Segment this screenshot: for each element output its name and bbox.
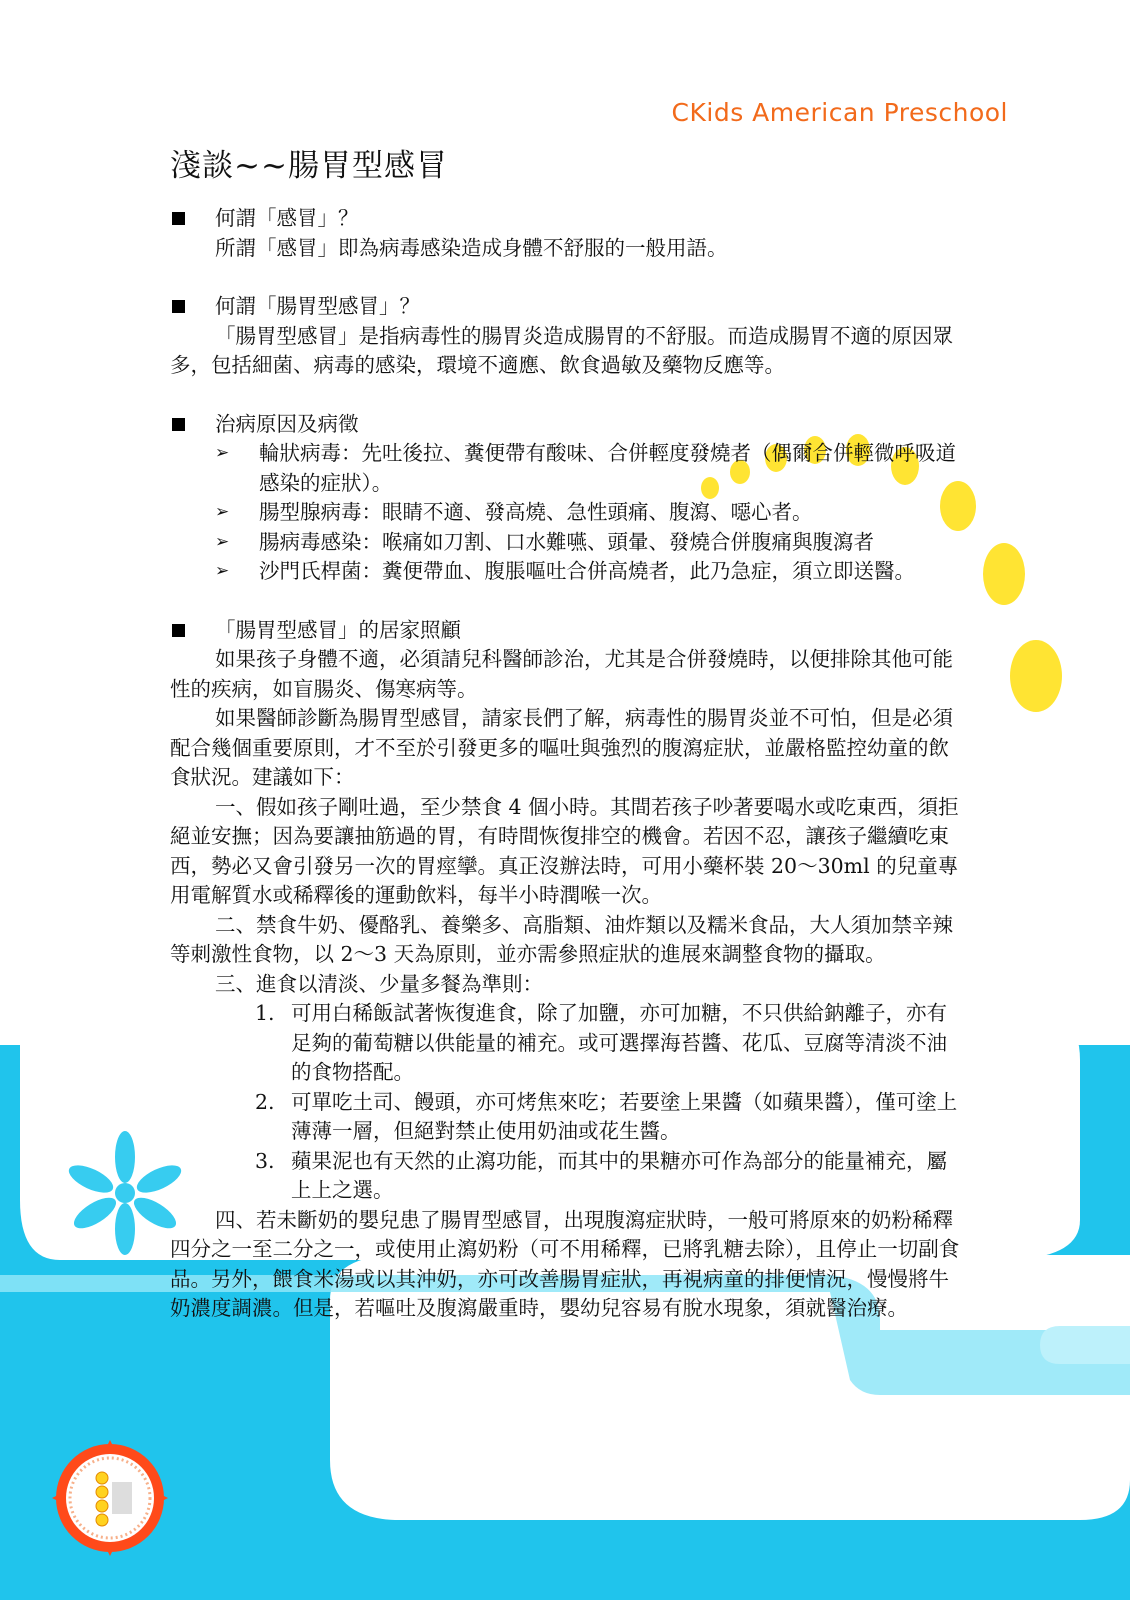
article-body [170,204,960,1353]
list-item: ➢ 腸型腺病毒：眼睛不適、發高燒、急性頭痛、腹瀉、噁心者。 [215,498,960,528]
list-item: ➢ 沙門氏桿菌：糞便帶血、腹脹嘔吐合併高燒者，此乃急症，須立即送醫。 [215,557,960,587]
section-home-care [170,616,960,1324]
list-text: 可單吃土司、饅頭，亦可烤焦來吃；若要塗上果醬（如蘋果醬），僅可塗上薄薄一層，但絕對禁止使用奶油或花生醬。 [291,1089,958,1143]
list-item [255,999,960,1088]
section-causes-symptoms [170,410,960,587]
list-item [255,1088,960,1147]
section-heading: 治病原因及病徵 [170,410,960,440]
paragraph: 如果孩子身體不適，必須請兒科醫師診治，尤其是合併發燒時，以便排除其他可能性的疾病，如盲腸炎、傷寒病等。 [170,647,953,701]
list-item: ➢ 輪狀病毒：先吐後拉、糞便帶有酸味、合併輕度發燒者（偶爾合併輕微呼吸道感染的症狀）。 [215,439,960,498]
school-seal-logo [52,1440,168,1556]
symptom-list [170,439,960,587]
brand-name: CKids American Preschool [671,98,1008,127]
list-item: ➢ 腸病毒感染：喉痛如刀割、口水難嚥、頭暈、發燒合併腹痛與腹瀉者 [215,528,960,558]
paragraph: 如果醫師診斷為腸胃型感冒，請家長們了解，病毒性的腸胃炎並不可怕，但是必須配合幾個重要原則，才不至於引發更多的嘔吐與強烈的腹瀉症狀，並嚴格監控幼童的飲食狀況。建議如下： [170,706,953,789]
section-heading: 何謂「感冒」？ [170,204,960,234]
list-number: 2. [255,1089,275,1114]
list-number: 3. [255,1148,275,1173]
section-what-is-gastro-cold [170,292,960,381]
section-text: 所謂「感冒」即為病毒感染造成身體不舒服的一般用語。 [215,235,728,260]
section-heading: 何謂「腸胃型感冒」？ [170,292,960,322]
list-item [255,1147,960,1206]
paragraph: 四、若未斷奶的嬰兒患了腸胃型感冒，出現腹瀉症狀時，一般可將原來的奶粉稀釋四分之一至二分之一，或使用止瀉奶粉（可不用稀釋，已將乳糖去除），且停止一切副食品。另外，餵食米湯或以其沖奶，亦可改善腸胃症狀，再視病童的排便情況，慢慢將牛奶濃度調濃。但是，若嘔吐及腹瀉嚴重時，嬰幼兒容易有脫水現象，須就醫治療。 [170,1207,960,1320]
paragraph: 二、禁食牛奶、優酪乳、養樂多、高脂類、油炸類以及糯米食品，大人須加禁辛辣等刺激性食物，以 2～3 天為原則，並亦需參照症狀的進展來調整食物的攝取。 [170,912,953,966]
light-cyan-pill [1040,1326,1130,1364]
list-number: 1. [255,1001,275,1025]
section-what-is-cold [170,204,960,263]
section-heading: 「腸胃型感冒」的居家照顧 [170,616,960,646]
section-text: 「腸胃型感冒」是指病毒性的腸胃炎造成腸胃的不舒服。而造成腸胃不適的原因眾多，包括細菌、病毒的感染，環境不適應、飲食過敏及藥物反應等。 [170,323,953,377]
list-text: 可用白稀飯試著恢復進食，除了加鹽，亦可加糖，不只供給鈉離子，亦有足夠的葡萄糖以供能量的補充。或可選擇海苔醬、花瓜、豆腐等清淡不油的食物搭配。 [291,1001,947,1084]
page-title: 淺談~~腸胃型感冒 [170,148,448,184]
diet-list [170,999,960,1206]
paragraph: 三、進食以清淡、少量多餐為準則： [215,971,543,996]
list-text: 蘋果泥也有天然的止瀉功能，而其中的果糖亦可作為部分的能量補充，屬上上之選。 [291,1148,947,1202]
paragraph: 一、假如孩子剛吐過，至少禁食 4 個小時。其間若孩子吵著要喝水或吃東西，須拒絕並安撫；因為要讓抽筋過的胃，有時間恢復排空的機會。若因不忍，讓孩子繼續吃東西，勢必又會引發另一次的胃痙攣。真正沒辦法時，可用小藥杯裝 20～30ml 的兒童專用電解質水或稀釋後的運動飲料，每半小時潤喉一次。 [170,794,959,907]
